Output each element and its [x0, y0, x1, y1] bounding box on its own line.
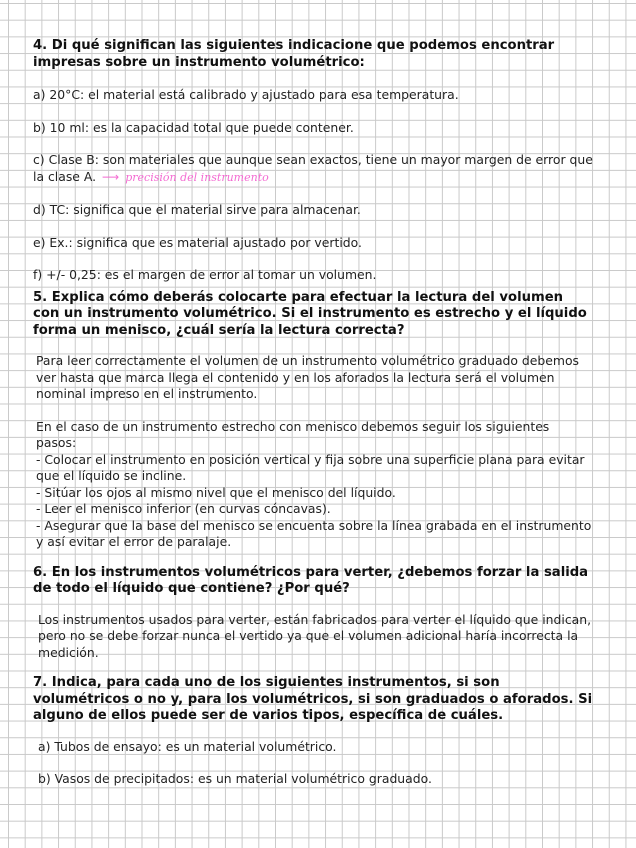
answer-5-paragraph-1: Para leer correctamente el volumen de un instrumento volumétrico graduado debemos ver hasta que marca llega el contenido y en los aforados la lectura será el volumen nominal impreso en el instrumento.	[36, 353, 580, 401]
answer-7b: b) Vasos de precipitados: es un material volumétrico graduado.	[38, 771, 432, 786]
answer-4c-text: c) Clase B: son materiales que aunque sean exactos, tiene un mayor margen de error que la clase A.	[33, 152, 593, 184]
answer-5-step: - Asegurar que la base del menisco se encuenta sobre la línea grabada en el instrumento y así evitar el error de paralaje.	[36, 517, 592, 549]
answer-4f: f) +/- 0,25: es el margen de error al tomar un volumen.	[33, 267, 377, 282]
answer-5-paragraph-2: En el caso de un instrumento estrecho con menisco debemos seguir los siguientes pasos:	[36, 418, 550, 450]
answer-5-step: - Leer el menisco inferior (en curvas cóncavas).	[36, 501, 331, 516]
handwritten-note: precisión del instrumento	[125, 170, 269, 184]
answer-5-step: - Colocar el instrumento en posición vertical y fija sobre una superficie plana para evitar que el líquido se incline.	[36, 451, 585, 483]
question-7-title: 7. Indica, para cada uno de los siguientes instrumentos, si son volumétricos o no y, para los volumétricos, si son graduados o aforados. Si alguno de ellos puede ser de varios tipos, específica de cuáles.	[33, 675, 593, 723]
answer-4a: a) 20°C: el material está calibrado y ajustado para esa temperatura.	[33, 87, 459, 102]
answer-4e: e) Ex.: significa que es material ajustado por vertido.	[33, 234, 362, 250]
answer-7a: a) Tubos de ensayo: es un material volumétrico.	[38, 738, 337, 754]
worksheet	[33, 38, 593, 788]
answer-5-step: - Sitúar los ojos al mismo nivel que el menisco del líquido.	[36, 484, 396, 500]
arrow-right-icon: ⟶	[102, 169, 120, 184]
question-4-title: 4. Di qué significan las siguientes indicacione que podemos encontrar impresas sobre un instrumento volumétrico:	[33, 38, 555, 70]
answer-6: Los instrumentos usados para verter, están fabricados para verter el líquido que indican, pero no se debe forzar nunca el vertido ya que el volumen adicional haría incorrecta la medición.	[38, 611, 592, 660]
answer-4c	[33, 152, 593, 186]
answer-4d: d) TC: significa que el material sirve para almacenar.	[33, 202, 361, 217]
question-5-title: 5. Explica cómo deberás colocarte para efectuar la lectura del volumen con un instrumento volumétrico. Si el instrumento es estrecho y el líquido forma un menisco, ¿cuál sería la lectura correcta?	[33, 289, 587, 338]
question-6-title: 6. En los instrumentos volumétricos para verter, ¿debemos forzar la salida de todo el líquido que contiene? ¿Por qué?	[33, 564, 589, 596]
answer-4b: b) 10 ml: es la capacidad total que puede contener.	[33, 119, 354, 135]
